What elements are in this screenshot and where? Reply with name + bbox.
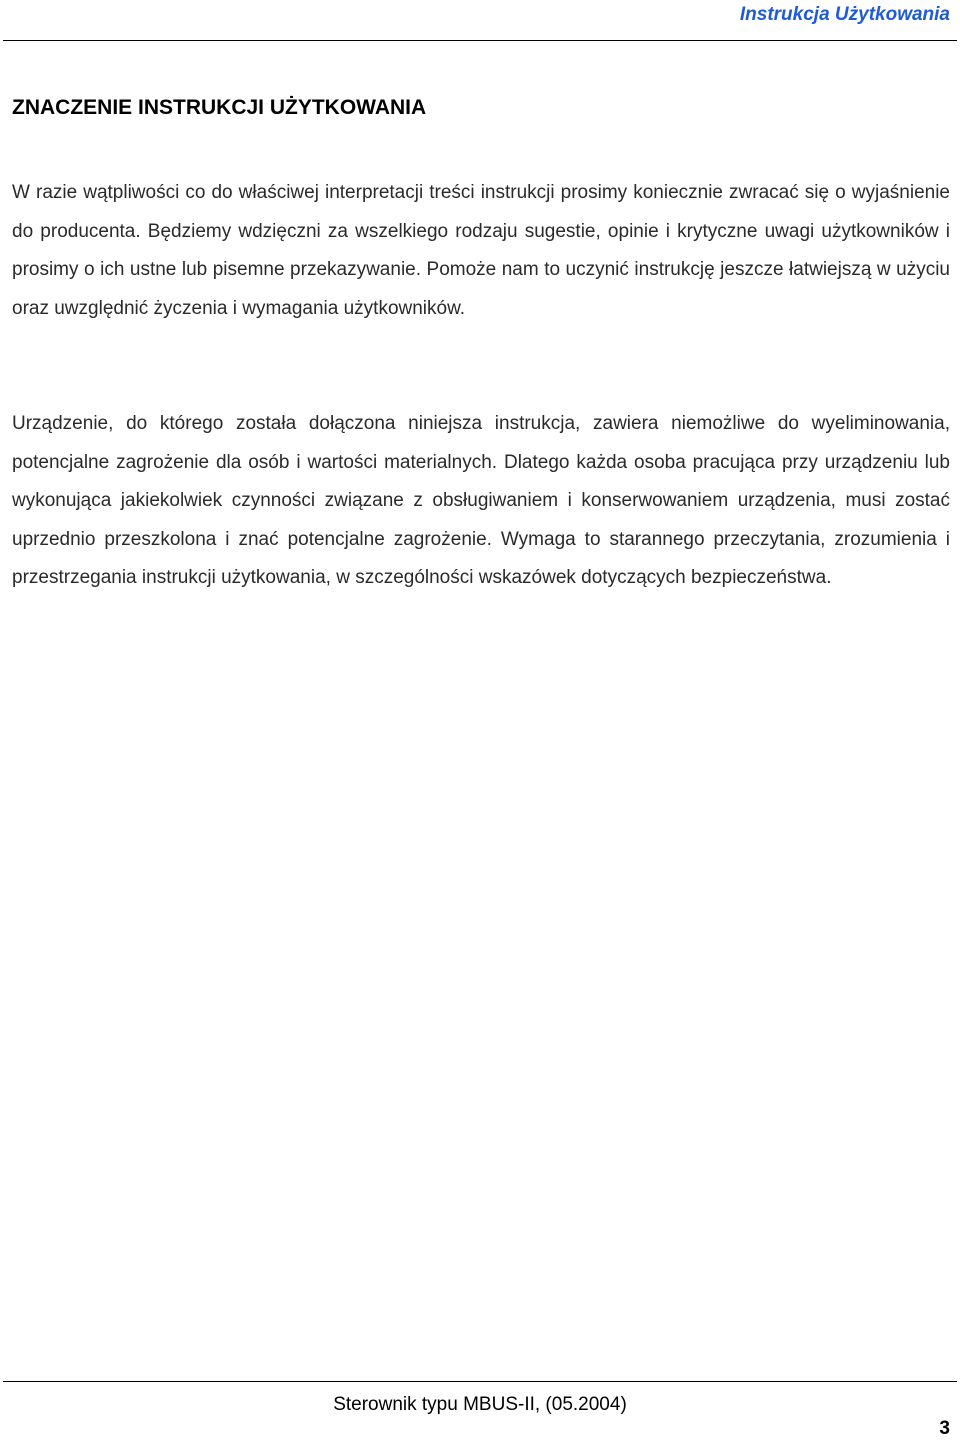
paragraph-2: Urządzenie, do którego została dołączona niniejsza instrukcja, zawiera niemożliwe do wyeliminowania, potencjalne zagrożenie dla osób i wartości materialnych. Dlatego każda osoba pracująca przy urządzeniu lub wykonująca jakiekolwiek czynności związane z obsługiwaniem i konserwowaniem urządzenia, musi zostać uprzednio przeszkolona i znać potencjalne zagrożenie. Wymaga to starannego przeczytania, zrozumienia i przestrzegania instrukcji użytkowania, w szczególności wskazówek dotyczących bezpieczeństwa. — [12, 413, 950, 588]
paragraph-1: W razie wątpliwości co do właściwej interpretacji treści instrukcji prosimy koniecznie zwracać się o wyjaśnienie do producenta. Będziemy wdzięczni za wszelkiego rodzaju sugestie, opinie i krytyczne uwagi użytkowników i prosimy o ich ustne lub pisemne przekazywanie. Pomoże nam to uczynić instrukcję jeszcze łatwiejszą w użyciu oraz uwzględnić życzenia i wymagania użytkowników. — [12, 182, 950, 319]
footer-document-name: Sterownik typu MBUS-II, (05.2004) — [333, 1394, 627, 1415]
section-heading: ZNACZENIE INSTRUKCJI UŻYTKOWANIA — [12, 96, 427, 119]
paragraph-block-2 — [12, 405, 950, 598]
paragraph-block-1 — [12, 174, 950, 328]
page-number: 3 — [939, 1418, 950, 1439]
footer-divider — [3, 1381, 957, 1382]
header-divider — [3, 40, 957, 41]
document-header-title: Instrukcja Użytkowania — [739, 4, 950, 25]
